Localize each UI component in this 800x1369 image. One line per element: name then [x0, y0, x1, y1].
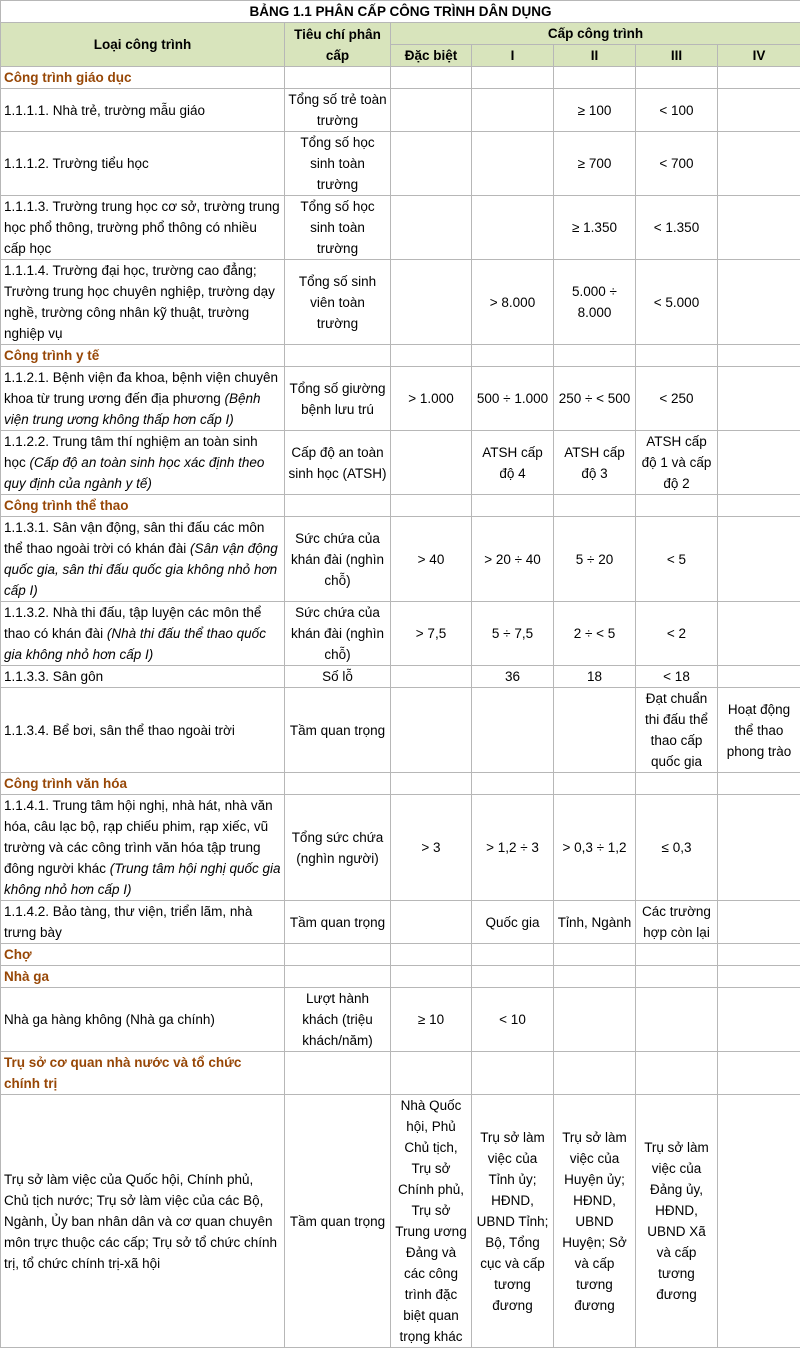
empty-cell	[554, 944, 636, 966]
grade-cell: < 10	[472, 988, 554, 1052]
empty-cell	[285, 944, 391, 966]
grade-cell: < 100	[636, 89, 718, 132]
grade-cell	[391, 196, 472, 260]
row-note: (Cấp độ an toàn sinh học xác định theo quy định của ngành y tế)	[4, 455, 265, 491]
grade-cell	[718, 431, 800, 495]
grade-cell	[718, 901, 800, 944]
empty-cell	[391, 345, 472, 367]
empty-cell	[285, 345, 391, 367]
grade-cell: > 3	[391, 795, 472, 901]
grade-cell: ≥ 700	[554, 132, 636, 196]
grade-cell: 2 ÷ < 5	[554, 602, 636, 666]
row-criteria: Tổng số học sinh toàn trường	[285, 196, 391, 260]
grade-cell: 5 ÷ 7,5	[472, 602, 554, 666]
row-name-text: 1.1.1.1. Nhà trẻ, trường mẫu giáo	[4, 102, 205, 118]
row-name	[1, 688, 285, 773]
grade-cell: 5.000 ÷ 8.000	[554, 260, 636, 345]
section-row	[1, 966, 800, 988]
grade-cell	[391, 89, 472, 132]
row-criteria: Số lỗ	[285, 666, 391, 688]
row-name	[1, 89, 285, 132]
header-level-1: I	[472, 45, 554, 67]
empty-cell	[391, 966, 472, 988]
grade-cell	[718, 132, 800, 196]
empty-cell	[554, 966, 636, 988]
empty-cell	[285, 67, 391, 89]
grade-cell	[472, 89, 554, 132]
table-row	[1, 260, 800, 345]
grade-cell	[391, 688, 472, 773]
grade-cell: ATSH cấp độ 3	[554, 431, 636, 495]
grade-cell: 18	[554, 666, 636, 688]
grade-cell: < 700	[636, 132, 718, 196]
empty-cell	[718, 67, 800, 89]
row-name	[1, 260, 285, 345]
section-title: Công trình thể thao	[1, 495, 285, 517]
table-title: BẢNG 1.1 PHÂN CẤP CÔNG TRÌNH DÂN DỤNG	[1, 1, 800, 23]
row-name-text: 1.1.3.4. Bể bơi, sân thể thao ngoài trời	[4, 722, 235, 738]
row-name	[1, 666, 285, 688]
table-row	[1, 988, 800, 1052]
empty-cell	[391, 1052, 472, 1095]
section-title: Nhà ga	[1, 966, 285, 988]
grade-cell	[391, 132, 472, 196]
grade-cell	[554, 988, 636, 1052]
row-name	[1, 517, 285, 602]
empty-cell	[636, 773, 718, 795]
empty-cell	[472, 966, 554, 988]
section-title: Công trình văn hóa	[1, 773, 285, 795]
grade-cell	[718, 367, 800, 431]
empty-cell	[636, 495, 718, 517]
empty-cell	[636, 345, 718, 367]
grade-cell	[554, 688, 636, 773]
table-body	[1, 67, 800, 1348]
grade-cell	[718, 260, 800, 345]
section-title: Công trình y tế	[1, 345, 285, 367]
grade-cell: Nhà Quốc hội, Phủ Chủ tịch, Trụ sở Chính phủ, Trụ sở Trung ương Đảng và các công trình đặc biệt quan trọng khác	[391, 1095, 472, 1348]
empty-cell	[472, 345, 554, 367]
grade-cell: Trụ sở làm việc của Đảng ủy, HĐND, UBND Xã và cấp tương đương	[636, 1095, 718, 1348]
section-row	[1, 345, 800, 367]
grade-cell: < 18	[636, 666, 718, 688]
empty-cell	[391, 495, 472, 517]
grade-cell: < 250	[636, 367, 718, 431]
section-row	[1, 67, 800, 89]
grade-cell: 500 ÷ 1.000	[472, 367, 554, 431]
empty-cell	[391, 773, 472, 795]
empty-cell	[285, 966, 391, 988]
table-row	[1, 517, 800, 602]
row-name	[1, 988, 285, 1052]
grade-cell: ATSH cấp độ 4	[472, 431, 554, 495]
row-criteria: Tổng sức chứa (nghìn người)	[285, 795, 391, 901]
row-criteria: Tổng số học sinh toàn trường	[285, 132, 391, 196]
row-name-text: 1.1.4.1. Trung tâm hội nghị, nhà hát, nhà văn hóa, câu lạc bộ, rạp chiếu phim, rạp xiếc, vũ trường và các công trình văn hóa tập trung đông người khác	[4, 798, 273, 876]
header-level-special: Đặc biệt	[391, 45, 472, 67]
empty-cell	[636, 67, 718, 89]
row-name-text: 1.1.1.3. Trường trung học cơ sở, trường trung học phổ thông, trường phổ thông có nhiều cấp học	[4, 199, 280, 256]
grade-cell	[472, 132, 554, 196]
table-row	[1, 431, 800, 495]
empty-cell	[472, 67, 554, 89]
grade-cell	[472, 688, 554, 773]
row-name-text: 1.1.3.2. Nhà thi đấu, tập luyện các môn thể thao có khán đài	[4, 605, 262, 641]
grade-cell: > 20 ÷ 40	[472, 517, 554, 602]
grade-cell: Hoạt động thể thao phong trào	[718, 688, 800, 773]
row-name-text: Trụ sở làm việc của Quốc hội, Chính phủ, Chủ tịch nước; Trụ sở làm việc của các Bộ, Ngành, Ủy ban nhân dân và cơ quan chuyên môn trực thuộc các cấp; Trụ sở tổ chức chính trị, tổ chức chính trị-xã hội	[4, 1171, 278, 1271]
grade-cell: 250 ÷ < 500	[554, 367, 636, 431]
table-row	[1, 666, 800, 688]
row-criteria: Tổng số giường bệnh lưu trú	[285, 367, 391, 431]
grade-cell	[472, 196, 554, 260]
grade-cell: > 1.000	[391, 367, 472, 431]
row-note: (Sân vận động quốc gia, sân thi đấu quốc gia không nhỏ hơn cấp I)	[4, 541, 278, 598]
grade-cell	[636, 988, 718, 1052]
grade-cell: 36	[472, 666, 554, 688]
table-row	[1, 1095, 800, 1348]
grade-cell: ≥ 100	[554, 89, 636, 132]
empty-cell	[718, 944, 800, 966]
section-row	[1, 495, 800, 517]
table-row	[1, 688, 800, 773]
grade-cell	[718, 602, 800, 666]
row-criteria: Tổng số trẻ toàn trường	[285, 89, 391, 132]
grade-cell: ≤ 0,3	[636, 795, 718, 901]
row-name	[1, 795, 285, 901]
grade-cell	[391, 260, 472, 345]
row-name	[1, 1095, 285, 1348]
row-name	[1, 431, 285, 495]
empty-cell	[554, 773, 636, 795]
header-level-4: IV	[718, 45, 800, 67]
header-level-3: III	[636, 45, 718, 67]
header-grade: Cấp công trình	[391, 23, 800, 45]
header-level-2: II	[554, 45, 636, 67]
grade-cell: ≥ 1.350	[554, 196, 636, 260]
section-row	[1, 944, 800, 966]
row-name-text: 1.1.1.4. Trường đại học, trường cao đẳng; Trường trung học chuyên nghiệp, trường dạy nghề, trường công nhân kỹ thuật, trường nghiệp vụ	[4, 263, 275, 341]
row-criteria: Tầm quan trọng	[285, 1095, 391, 1348]
grade-cell	[391, 431, 472, 495]
row-criteria: Tầm quan trọng	[285, 688, 391, 773]
row-name	[1, 367, 285, 431]
grade-cell: > 0,3 ÷ 1,2	[554, 795, 636, 901]
row-name	[1, 132, 285, 196]
grade-cell: > 7,5	[391, 602, 472, 666]
table-row	[1, 132, 800, 196]
grade-cell: Trụ sở làm việc của Tỉnh ủy; HĐND, UBND Tỉnh; Bộ, Tổng cục và cấp tương đương	[472, 1095, 554, 1348]
empty-cell	[472, 495, 554, 517]
empty-cell	[472, 944, 554, 966]
grade-cell	[718, 795, 800, 901]
row-criteria: Lượt hành khách (triệu khách/năm)	[285, 988, 391, 1052]
grade-cell: Quốc gia	[472, 901, 554, 944]
grade-cell: ATSH cấp độ 1 và cấp độ 2	[636, 431, 718, 495]
grade-cell	[718, 89, 800, 132]
section-title: Chợ	[1, 944, 285, 966]
empty-cell	[718, 966, 800, 988]
empty-cell	[636, 1052, 718, 1095]
empty-cell	[285, 495, 391, 517]
row-criteria: Tầm quan trọng	[285, 901, 391, 944]
header-criteria: Tiêu chí phân cấp	[285, 23, 391, 67]
grade-cell: ≥ 10	[391, 988, 472, 1052]
empty-cell	[718, 345, 800, 367]
row-criteria: Sức chứa của khán đài (nghìn chỗ)	[285, 517, 391, 602]
grade-cell	[718, 517, 800, 602]
row-name-text: 1.1.2.2. Trung tâm thí nghiệm an toàn sinh học	[4, 434, 258, 470]
grade-cell	[391, 901, 472, 944]
empty-cell	[636, 966, 718, 988]
empty-cell	[554, 67, 636, 89]
empty-cell	[472, 773, 554, 795]
empty-cell	[554, 345, 636, 367]
empty-cell	[391, 67, 472, 89]
section-row	[1, 1052, 800, 1095]
grade-cell: Các trường hợp còn lại	[636, 901, 718, 944]
row-name	[1, 901, 285, 944]
empty-cell	[636, 944, 718, 966]
grade-cell	[718, 988, 800, 1052]
row-name-text: 1.1.2.1. Bệnh viện đa khoa, bệnh viện chuyên khoa từ trung ương đến địa phương	[4, 370, 278, 406]
table-row	[1, 901, 800, 944]
grade-cell	[718, 666, 800, 688]
section-title: Trụ sở cơ quan nhà nước và tổ chức chính trị	[1, 1052, 285, 1095]
empty-cell	[554, 495, 636, 517]
row-name	[1, 602, 285, 666]
empty-cell	[718, 1052, 800, 1095]
row-criteria: Cấp độ an toàn sinh học (ATSH)	[285, 431, 391, 495]
row-note: (Bệnh viện trung ương không thấp hơn cấp I)	[4, 391, 261, 427]
row-name-text: 1.1.3.3. Sân gôn	[4, 669, 104, 684]
grade-cell: < 5	[636, 517, 718, 602]
row-criteria: Tổng số sinh viên toàn trường	[285, 260, 391, 345]
grade-cell: < 2	[636, 602, 718, 666]
section-row	[1, 773, 800, 795]
row-name-text: 1.1.4.2. Bảo tàng, thư viện, triển lãm, nhà trưng bày	[4, 904, 253, 940]
row-criteria: Sức chứa của khán đài (nghìn chỗ)	[285, 602, 391, 666]
grade-cell: > 1,2 ÷ 3	[472, 795, 554, 901]
empty-cell	[285, 773, 391, 795]
grade-cell	[391, 666, 472, 688]
empty-cell	[285, 1052, 391, 1095]
grade-cell: < 5.000	[636, 260, 718, 345]
table-row	[1, 89, 800, 132]
grade-cell: > 8.000	[472, 260, 554, 345]
table-row	[1, 795, 800, 901]
grade-cell	[718, 196, 800, 260]
grade-cell: Đạt chuẩn thi đấu thể thao cấp quốc gia	[636, 688, 718, 773]
table-row	[1, 602, 800, 666]
header-type: Loại công trình	[1, 23, 285, 67]
row-name	[1, 196, 285, 260]
section-title: Công trình giáo dục	[1, 67, 285, 89]
grade-cell: 5 ÷ 20	[554, 517, 636, 602]
empty-cell	[554, 1052, 636, 1095]
grade-cell: < 1.350	[636, 196, 718, 260]
row-note: (Nhà thi đấu thể thao quốc gia không nhỏ hơn cấp I)	[4, 626, 266, 662]
empty-cell	[718, 495, 800, 517]
table-row	[1, 367, 800, 431]
empty-cell	[718, 773, 800, 795]
grade-cell: Trụ sở làm việc của Huyện ủy; HĐND, UBND Huyện; Sở và cấp tương đương	[554, 1095, 636, 1348]
empty-cell	[472, 1052, 554, 1095]
grade-cell	[718, 1095, 800, 1348]
empty-cell	[391, 944, 472, 966]
table-row	[1, 196, 800, 260]
row-note: (Trung tâm hội nghị quốc gia không nhỏ hơn cấp I)	[4, 861, 281, 897]
row-name-text: 1.1.3.1. Sân vận động, sân thi đấu các môn thể thao ngoài trời có khán đài	[4, 520, 265, 556]
grade-cell: > 40	[391, 517, 472, 602]
row-name-text: 1.1.1.2. Trường tiểu học	[4, 156, 149, 171]
grade-cell: Tỉnh, Ngành	[554, 901, 636, 944]
row-name-text: Nhà ga hàng không (Nhà ga chính)	[4, 1012, 215, 1027]
